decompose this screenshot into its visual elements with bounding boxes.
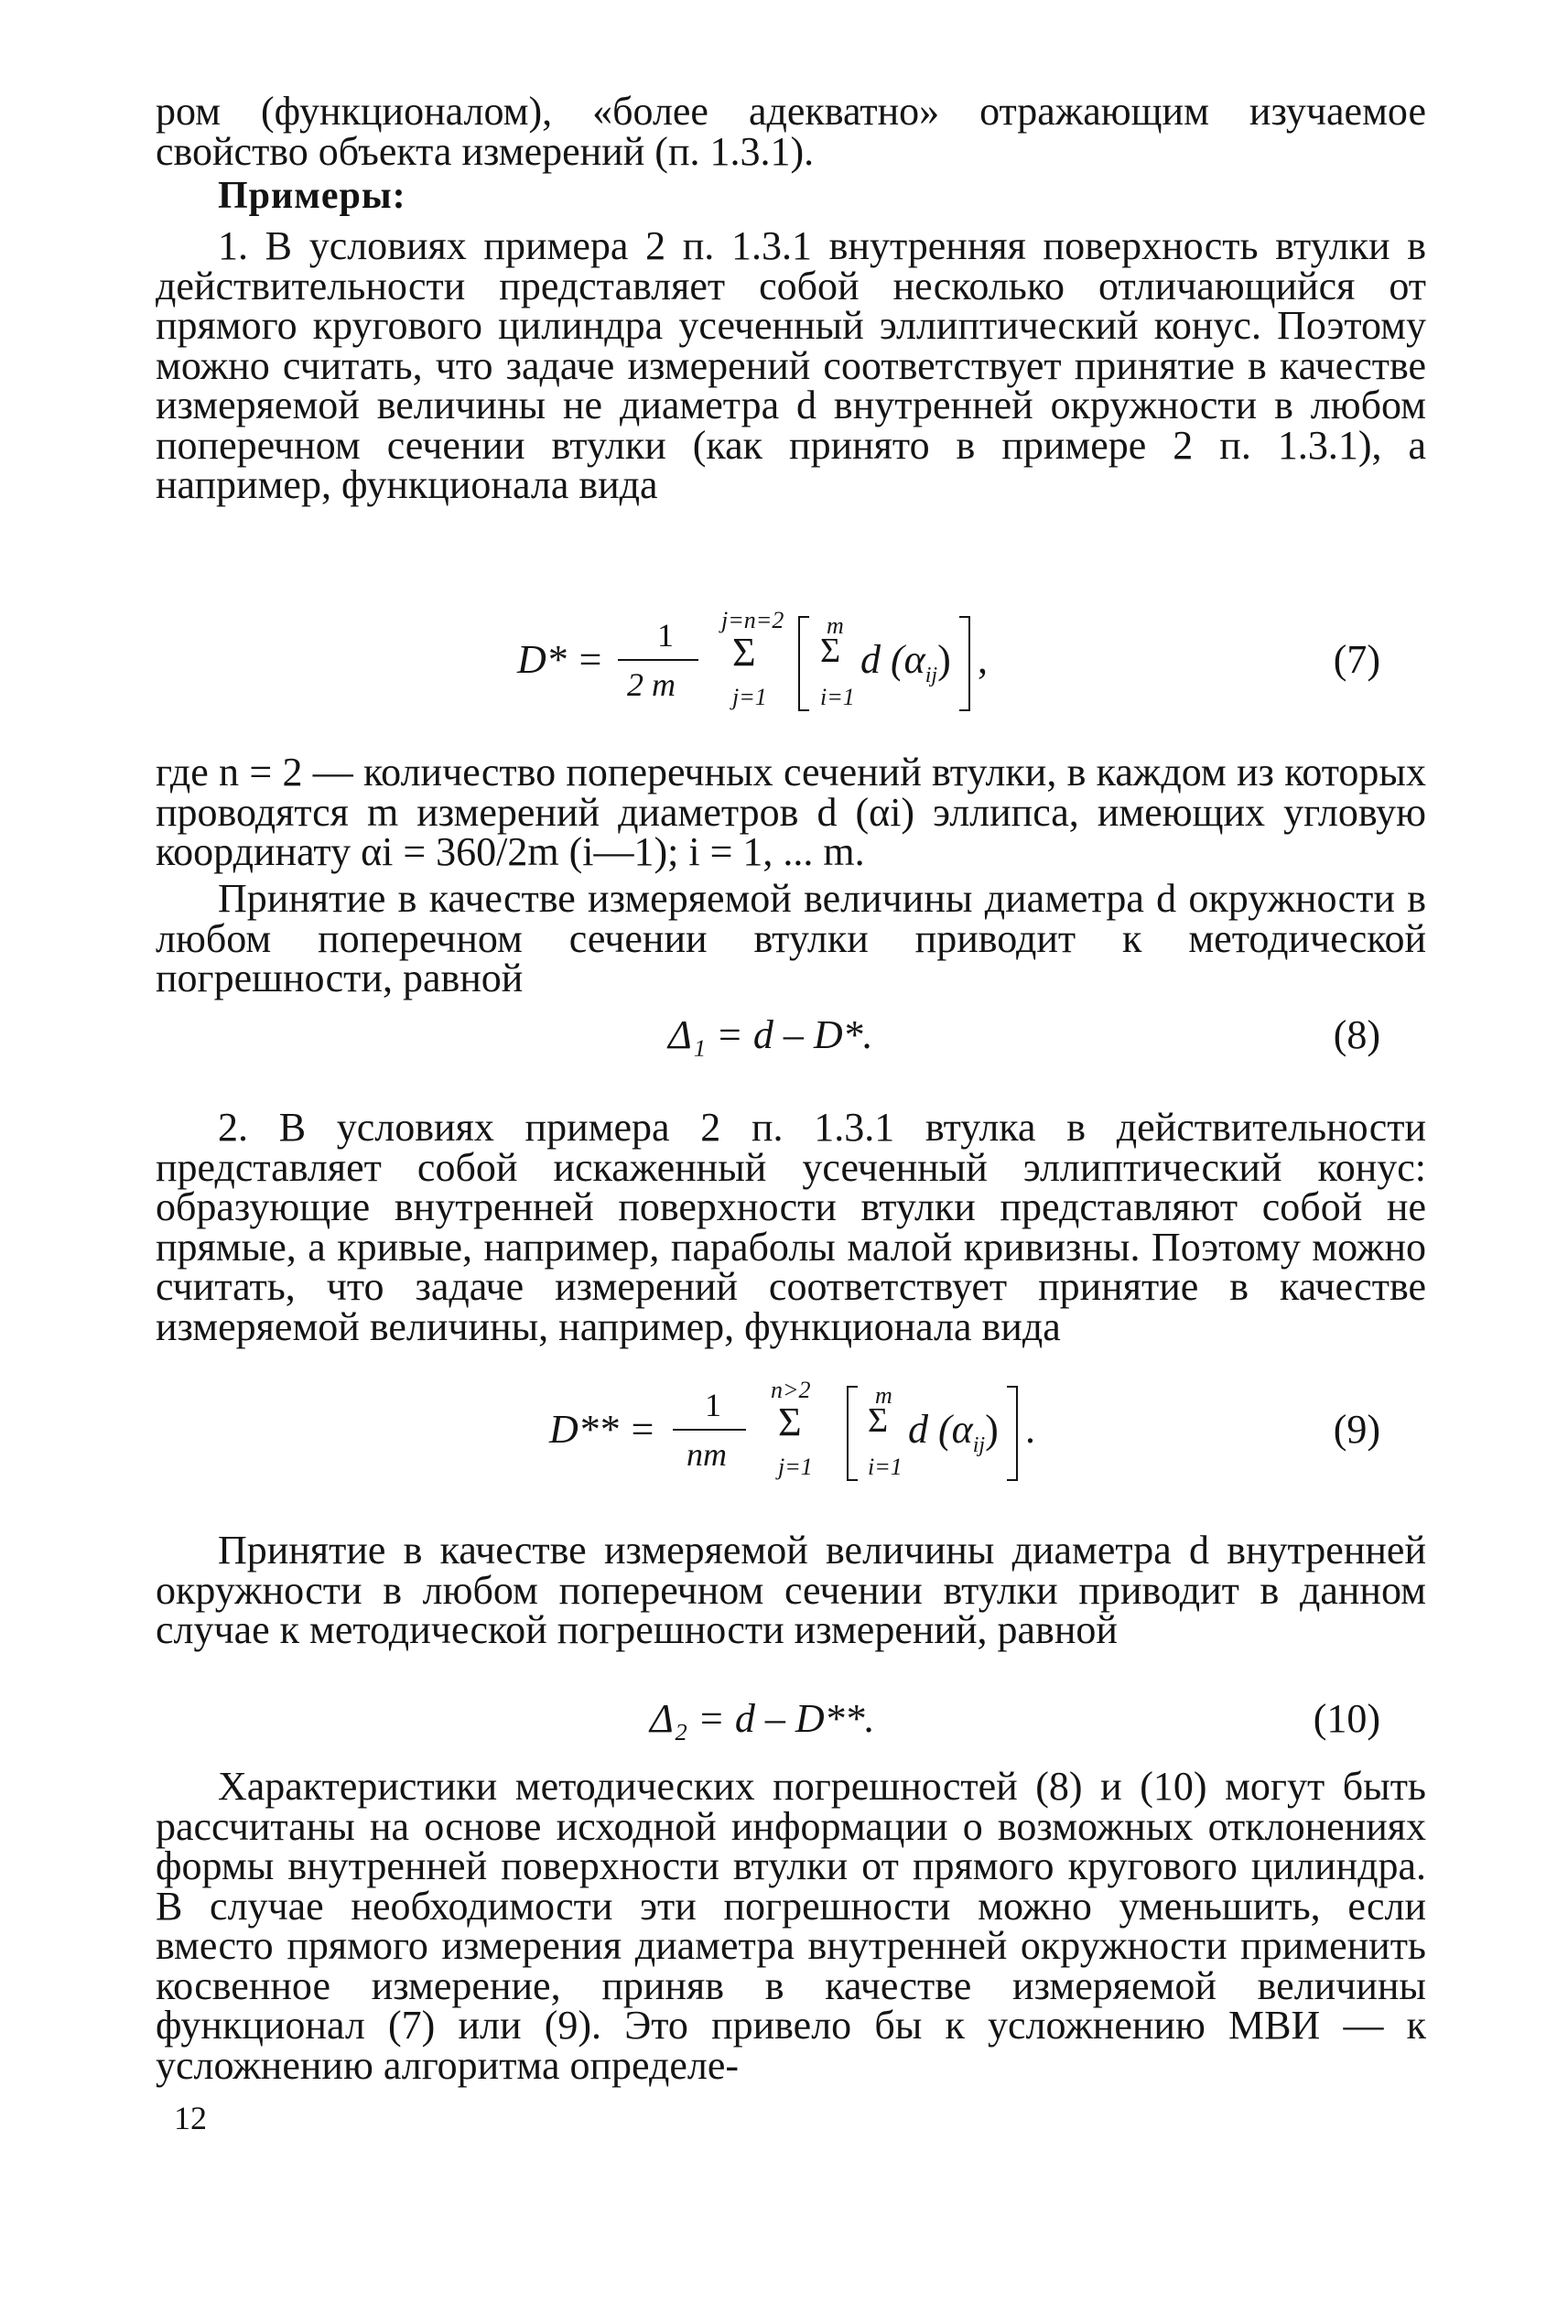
eq8-number: (8)	[1333, 1012, 1380, 1057]
eq10-number: (10)	[1313, 1696, 1380, 1741]
eq9-inner-sum-top: m	[875, 1382, 892, 1409]
eq9-fraction-bar	[673, 1429, 746, 1431]
eq10-expression: Δ₂ = d – D**.	[650, 1696, 875, 1741]
eq9-outer-sigma: Σ	[778, 1400, 802, 1444]
eq7-lhs: D* =	[517, 637, 604, 682]
example-2-text: 2. В условиях примера 2 п. 1.3.1 втулка в действительности представляет собой искаженный усеченный эллиптический конус: образующие внутренней поверхности втулки представляют собой не прямые, а кривые, например, параболы малой кривизны. Поэтому можно считать, что задаче измерений соответствует принятие в качестве измеряемой величины, например, функционала вида	[156, 1105, 1426, 1349]
method-error-paragraph	[156, 876, 1426, 1000]
eq7-inner-sum-bottom: i=1	[820, 684, 855, 710]
eq7-term-subscript: ij	[925, 663, 938, 687]
intro-text: ром (функционалом), «более адекватно» отражающим изучаемое свойство объекта измерений (п. 1.3.1).	[156, 89, 1426, 174]
examples-heading: Примеры:	[218, 175, 406, 217]
eq8-expression: Δ₁ = d – D*.	[668, 1012, 873, 1057]
eq7-term-close: )	[937, 637, 951, 682]
characteristics-text: Характеристики методических погрешностей (8) и (10) могут быть рассчитаны на основе исходной информации о возможных отклонениях формы внутренней поверхности втулки от прямого кругового цилиндра. В случае необходимости эти погрешности можно уменьшить, если вместо прямого измерения диаметра внутренней окружности применить косвенное измерение, приняв в качестве измеряемой величины функционал (7) или (9). Это привело бы к усложнению МВИ — к усложнению алгоритма определе-	[156, 1764, 1426, 2088]
equation-8	[156, 1011, 1426, 1066]
eq7-tail: ,	[978, 637, 988, 682]
eq7-explanation-paragraph	[156, 752, 1426, 872]
eq9-inner-sum-bottom: i=1	[868, 1454, 903, 1480]
eq7-outer-sigma: Σ	[732, 630, 756, 675]
example-2-paragraph	[156, 1105, 1426, 1349]
example-1-text: 1. В условиях примера 2 п. 1.3.1 внутренняя поверхность втулки в действительности представляет собой несколько отличающийся от прямого кругового цилиндра усеченный эллиптический конус. Поэтому можно считать, что задаче измерений соответствует принятие в качестве измеряемой величины не диаметра d внутренней окружности в любом поперечном сечении втулки (как принято в примере 2 п. 1.3.1), а например, функционала вида	[156, 223, 1426, 507]
eq9-term-subscript: ij	[972, 1432, 986, 1457]
eq9-lhs: D** =	[549, 1407, 656, 1452]
eq9-term-text: d (α	[908, 1407, 973, 1452]
eq9-left-bracket	[847, 1386, 858, 1481]
page-number: 12	[174, 2100, 207, 2136]
eq7-fraction-bar	[618, 659, 698, 661]
eq7-denominator: 2 m	[627, 666, 676, 703]
eq7-explanation-text: где n = 2 — количество поперечных сечений втулки, в каждом из которых проводятся m измерений диаметров d (αi) эллипса, имеющих угловую координату αi = 360/2m (i—1); i = 1, ... m.	[156, 750, 1426, 874]
eq9-tail: .	[1025, 1407, 1035, 1452]
eq9-term-close: )	[985, 1407, 999, 1452]
eq7-outer-sum-top: j=n=2	[721, 607, 784, 633]
eq9-denominator: nm	[687, 1436, 727, 1473]
eq7-outer-sum-bottom: j=1	[732, 684, 767, 710]
equation-9	[156, 1373, 1426, 1483]
eq9-term	[908, 1406, 999, 1458]
characteristics-paragraph	[156, 1764, 1426, 2088]
eq7-inner-sigma: Σ	[820, 632, 841, 670]
eq9-number: (9)	[1333, 1407, 1380, 1452]
eq7-left-bracket	[798, 616, 809, 711]
eq9-outer-sum-bottom: j=1	[778, 1454, 813, 1480]
eq7-inner-sum-top: m	[827, 612, 844, 639]
example-2-error-paragraph	[156, 1530, 1426, 1650]
eq7-right-bracket	[959, 616, 970, 711]
example-1-paragraph	[156, 223, 1426, 507]
equation-10	[156, 1695, 1426, 1750]
eq9-right-bracket	[1007, 1386, 1018, 1481]
eq7-term	[860, 636, 951, 688]
eq7-numerator: 1	[657, 617, 674, 654]
eq7-number: (7)	[1333, 637, 1380, 682]
intro-paragraph	[156, 89, 1426, 174]
eq9-inner-sigma: Σ	[868, 1401, 889, 1440]
example-2-error-text: Принятие в качестве измеряемой величины диаметра d внутренней окружности в любом поперечном сечении втулки приводит в данном случае к методической погрешности измерений, равной	[156, 1528, 1426, 1652]
eq9-numerator: 1	[705, 1387, 721, 1423]
eq9-outer-sum-top: n>2	[771, 1377, 811, 1403]
method-error-text: Принятие в качестве измеряемой величины диаметра d окружности в любом поперечном сечении втулки приводит к методической погрешности, равной	[156, 876, 1426, 1000]
eq7-term-text: d (α	[860, 637, 925, 682]
equation-7	[156, 609, 1426, 719]
